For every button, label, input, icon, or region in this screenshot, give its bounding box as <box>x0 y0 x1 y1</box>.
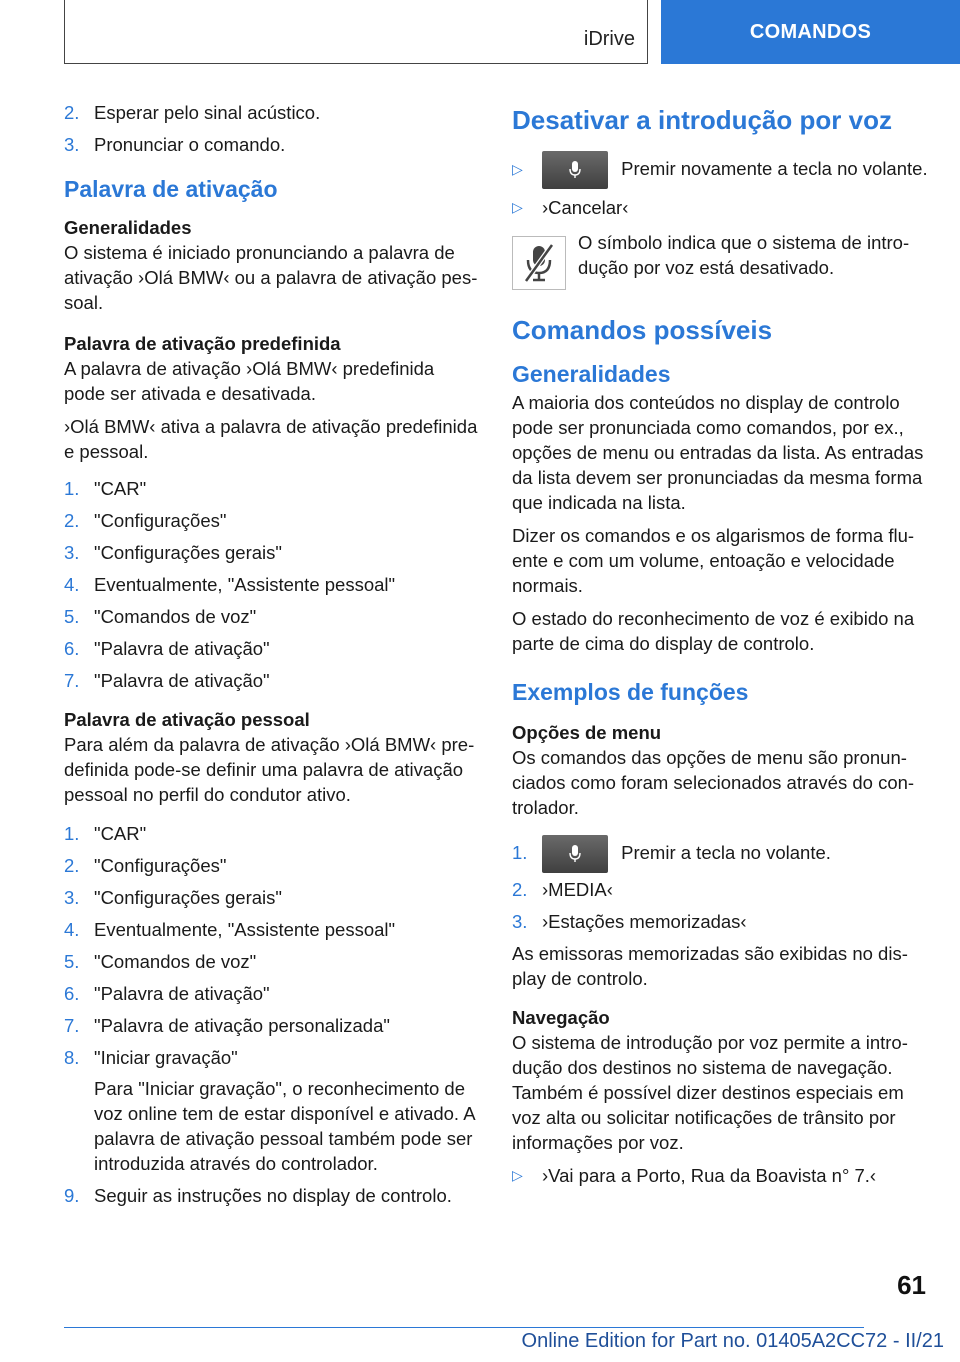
list-text: Seguir as instruções no display de controlo. <box>94 1185 452 1206</box>
microphone-icon <box>569 161 581 179</box>
list-text: Eventualmente, "Assistente pessoal" <box>94 919 396 940</box>
heading-menu-options: Opções de menu <box>512 722 662 744</box>
list-item <box>64 100 480 125</box>
list-number: 3. <box>64 887 80 908</box>
heading-activation-word: Palavra de ativação <box>64 176 278 202</box>
list-text: "Palavra de ativação" <box>94 638 270 659</box>
steps-list-personal <box>64 821 480 1208</box>
list-text: ›MEDIA‹ <box>542 879 613 901</box>
list-number: 4. <box>64 574 80 595</box>
header-section-label: iDrive <box>583 28 635 50</box>
heading-general-right: Generalidades <box>512 361 671 388</box>
list-item <box>64 476 480 501</box>
header-chapter-tab <box>661 0 960 64</box>
list-item <box>512 834 928 873</box>
paragraph-predefined-2: ›Olá BMW‹ ativa a palavra de ativação predefinida e pessoal. <box>64 416 478 462</box>
list-text: "Configurações gerais" <box>94 542 282 563</box>
list-number: 4. <box>64 919 80 940</box>
heading-personal: Palavra de ativação pessoal <box>64 709 310 730</box>
paragraph-general-2: Dizer os comandos e os algarismos de forma fluente e com um volume, entoação e velocidade normais. <box>512 525 915 597</box>
list-item <box>64 885 480 910</box>
list-number: 2. <box>64 855 80 876</box>
triangle-bullet-icon: ▷ <box>512 199 523 216</box>
list-number: 3. <box>64 134 80 155</box>
list-number: 7. <box>64 1015 80 1036</box>
list-item <box>64 668 480 693</box>
list-item <box>64 636 480 661</box>
heading-navigation: Navegação <box>512 1007 610 1029</box>
paragraph-general-1: A maioria dos conteúdos no display de controlo pode ser pronunciada como comandos, por ex., opções de menu ou entradas da lista. As entradas da lista devem ser pronunciadas da mesma forma que indicada na lista. <box>512 392 924 514</box>
list-item <box>64 132 480 157</box>
list-number: 1. <box>64 478 80 499</box>
microphone-muted-icon <box>522 243 556 283</box>
list-text: "CAR" <box>94 823 147 844</box>
navigation-example-list <box>512 1163 928 1188</box>
list-text: "Configurações" <box>94 855 227 876</box>
voice-disabled-icon-box <box>512 236 566 290</box>
list-text: ›Cancelar‹ <box>542 197 629 219</box>
header-section-box <box>64 0 648 64</box>
paragraph-general: O sistema é iniciado pronunciando a palavra de ativação ›Olá BMW‹ ou a palavra de ativação pessoal. <box>64 242 478 313</box>
list-number: 2. <box>64 102 80 123</box>
list-item <box>512 150 928 189</box>
list-number: 9. <box>64 1185 80 1206</box>
paragraph-predefined-1: A palavra de ativação ›Olá BMW‹ predefinida pode ser ativada e desativada. <box>64 358 435 404</box>
list-number: 7. <box>64 670 80 691</box>
list-text: "CAR" <box>94 478 147 499</box>
list-text: "Iniciar gravação" <box>94 1047 238 1068</box>
heading-predefined: Palavra de ativação predefinida <box>64 333 341 354</box>
list-item <box>64 1183 480 1208</box>
list-number: 2. <box>64 510 80 531</box>
footer-edition: Online Edition for Part no. 01405A2CC72 - II/21 <box>521 1330 944 1352</box>
steering-wheel-voice-button-icon <box>542 151 608 189</box>
list-item <box>512 1163 928 1188</box>
microphone-icon <box>569 845 581 863</box>
list-text: Eventualmente, "Assistente pessoal" <box>94 574 396 595</box>
steering-wheel-voice-button-icon <box>542 835 608 873</box>
list-text: "Comandos de voz" <box>94 606 257 627</box>
list-item <box>64 540 480 565</box>
list-text: "Palavra de ativação" <box>94 670 270 691</box>
steps-list-top <box>64 100 480 157</box>
steps-list-menu <box>512 834 928 934</box>
list-item <box>64 853 480 878</box>
list-text: Pronunciar o comando. <box>94 134 286 155</box>
triangle-bullet-icon: ▷ <box>512 161 523 177</box>
list-text: ›Estações memorizadas‹ <box>542 911 747 933</box>
list-text: "Palavra de ativação personalizada" <box>94 1015 390 1036</box>
list-item <box>64 508 480 533</box>
header-chapter-label: COMANDOS <box>749 20 872 43</box>
footer-divider <box>64 1327 864 1328</box>
paragraph-menu-after: As emissoras memorizadas são exibidas no display de controlo. <box>512 943 908 990</box>
paragraph-navigation: O sistema de introdução por voz permite a introdução dos destinos no sistema de navegação. Também é possível dizer destinos especiais em voz alta ou solicitar notificações de trânsito por informações por voz. <box>512 1032 908 1154</box>
list-text: "Configurações" <box>94 510 227 531</box>
list-text: "Configurações gerais" <box>94 887 282 908</box>
right-column <box>512 100 928 1198</box>
paragraph-menu: Os comandos das opções de menu são pronunciados como foram selecionados através do controlador. <box>512 747 915 819</box>
list-item <box>64 821 480 846</box>
list-text: "Comandos de voz" <box>94 951 257 972</box>
list-number: 1. <box>64 823 80 844</box>
list-item <box>64 604 480 629</box>
left-column <box>64 100 480 1215</box>
deactivate-list <box>512 150 928 220</box>
paragraph-general-3: O estado do reconhecimento de voz é exibido na parte de cima do display de controlo. <box>512 608 915 655</box>
list-text: "Palavra de ativação" <box>94 983 270 1004</box>
list-item <box>64 1045 480 1176</box>
list-text: Esperar pelo sinal acústico. <box>94 102 321 123</box>
list-number: 5. <box>64 606 80 627</box>
list-number: 6. <box>64 983 80 1004</box>
list-item <box>512 195 928 220</box>
list-item <box>64 981 480 1006</box>
list-item <box>64 572 480 597</box>
heading-examples: Exemplos de funções <box>512 679 749 706</box>
list-number: 6. <box>64 638 80 659</box>
voice-disabled-text: O símbolo indica que o sistema de introdução por voz está desativado. <box>578 232 910 279</box>
list-number: 3. <box>64 542 80 563</box>
list-item <box>512 877 928 902</box>
list-number: 5. <box>64 951 80 972</box>
list-number: 8. <box>64 1047 80 1068</box>
list-item <box>64 949 480 974</box>
page-number: 61 <box>897 1270 926 1300</box>
heading-general: Generalidades <box>64 217 192 238</box>
paragraph-personal: Para além da palavra de ativação ›Olá BMW‹ predefinida pode-se definir uma palavra de ativação pessoal no perfil do condutor ativo. <box>64 734 475 805</box>
voice-disabled-info <box>512 230 928 290</box>
list-item-note: Para "Iniciar gravação", o reconhecimento de voz online tem de estar disponível e ativado. A palavra de ativação pessoal também pode ser introduzida através do controlador. <box>94 1078 475 1174</box>
heading-deactivate-voice: Desativar a introdução por voz <box>512 105 892 135</box>
triangle-bullet-icon: ▷ <box>512 1167 523 1184</box>
steps-list-predefined <box>64 476 480 693</box>
list-text: Premir a tecla no volante. <box>621 842 831 864</box>
list-text: Premir novamente a tecla no volante. <box>621 158 928 179</box>
list-number: 2. <box>512 879 528 901</box>
list-item <box>512 909 928 934</box>
list-number: 3. <box>512 911 528 933</box>
list-text: ›Vai para a Porto, Rua da Boavista n° 7.‹ <box>542 1165 877 1187</box>
heading-possible-commands: Comandos possíveis <box>512 315 773 346</box>
list-item <box>64 1013 480 1038</box>
list-item <box>64 917 480 942</box>
list-number: 1. <box>512 842 528 864</box>
